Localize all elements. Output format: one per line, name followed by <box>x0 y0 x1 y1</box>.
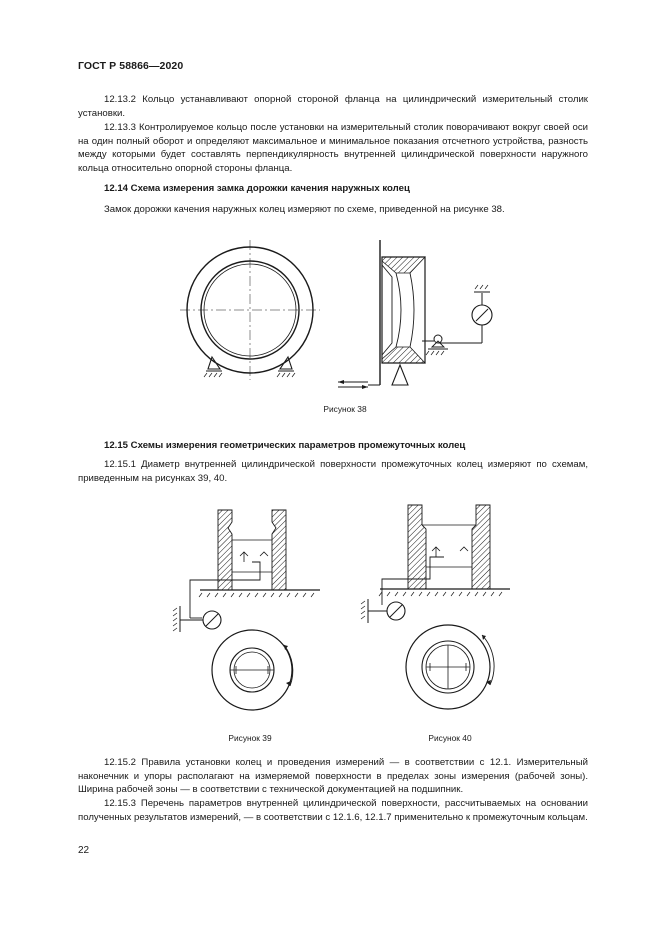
movement-arrows <box>338 380 380 389</box>
figure-40-diagram <box>360 495 510 710</box>
paragraph-12-13-2: 12.13.2 Кольцо устанавливают опорной стороной фланца на цилиндрический измерительный столик установки. <box>78 94 588 119</box>
dial-indicator-icon <box>472 285 492 343</box>
figure-39-diagram <box>170 500 320 710</box>
measuring-lever <box>422 335 482 355</box>
paragraph-12-15-3: 12.15.3 Перечень параметров внутренней цилиндрической поверхности, рассчитываемых на основании полученных результатов измерений, — в соответствии с 12.1.6, 12.1.7 применительно к промежуточным кольцам. <box>78 798 588 823</box>
section-heading-12-15: 12.15 Схемы измерения геометрических параметров промежуточных колец <box>104 440 466 451</box>
paragraph-12-15-1: 12.15.1 Диаметр внутренней цилиндрической поверхности промежуточных колец измеряют по схемам, приведенным на рисунках 39, 40. <box>78 459 588 484</box>
document-header: ГОСТ Р 58866—2020 <box>78 60 184 72</box>
ring-front-view <box>180 240 320 380</box>
ring-section-39 <box>199 510 320 597</box>
ring-plan-view-39 <box>212 630 293 710</box>
dial-indicator-icon <box>173 606 221 632</box>
figure-39-caption: Рисунок 39 <box>228 733 272 743</box>
figure-40-caption: Рисунок 40 <box>428 733 472 743</box>
dial-indicator-icon <box>361 599 405 623</box>
ring-plan-view-40 <box>406 625 494 709</box>
section-heading-12-14: 12.14 Схема измерения замка дорожки качения наружных колец <box>104 183 410 194</box>
lower-support-icon <box>392 365 408 385</box>
ring-section-view <box>380 240 425 385</box>
page-number: 22 <box>78 845 90 856</box>
figure-38-diagram <box>170 235 510 395</box>
figure-38-caption: Рисунок 38 <box>323 404 367 414</box>
right-support-icon <box>277 357 295 377</box>
left-support-icon <box>204 357 222 377</box>
paragraph-12-14: Замок дорожки качения наружных колец измеряют по схеме, приведенной на рисунке 38. <box>104 204 505 215</box>
paragraph-12-13-3: 12.13.3 Контролируемое кольцо после установки на измерительный столик поворачивают вокруг своей оси на один полный оборот и определяют максимальное и минимальное показания отсчетного устройства, разность между которыми будет составлять перпендикулярность внутренней цилиндрической поверхности наружного кольца относительно опорной стороны фланца. <box>78 122 588 174</box>
ring-section-40 <box>379 505 510 596</box>
paragraph-12-15-2: 12.15.2 Правила установки колец и проведения измерений — в соответствии с 12.1. Измерительный наконечник и упоры располагают на измеряемой поверхности в пределах зоны измерения (рабочей зоны). Ширина рабочей зоны — в соответствии с технической документацией на подшипник. <box>78 757 588 796</box>
